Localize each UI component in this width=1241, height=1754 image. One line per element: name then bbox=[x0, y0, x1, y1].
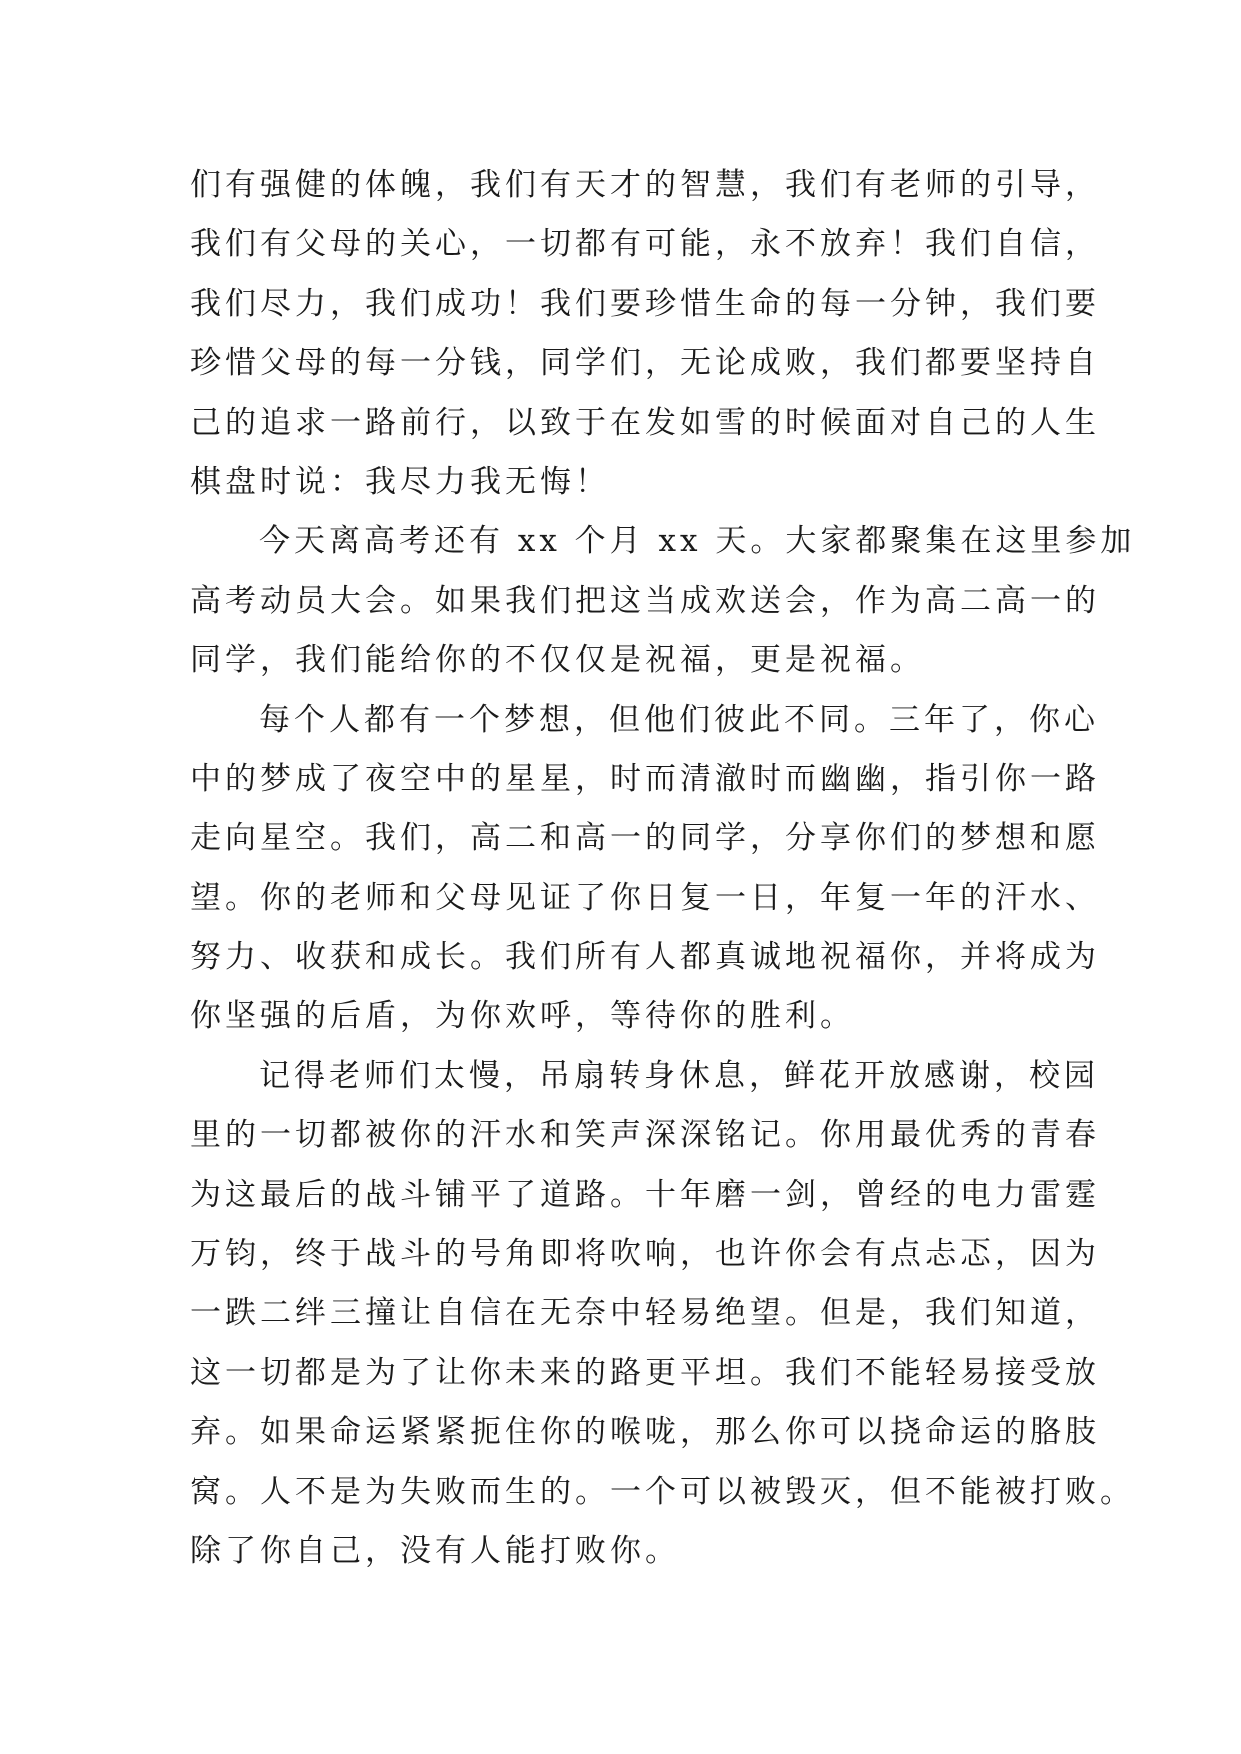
text-line: 为这最后的战斗铺平了道路。十年磨一剑，曾经的电力雷霆 bbox=[190, 1176, 1100, 1213]
text-line: 一跌二绊三撞让自信在无奈中轻易绝望。但是，我们知道， bbox=[190, 1295, 1100, 1332]
text-line: 同学，我们能给你的不仅仅是祝福，更是祝福。 bbox=[190, 642, 925, 679]
document-body bbox=[190, 156, 1136, 1581]
text-line: 除了你自己，没有人能打败你。 bbox=[190, 1532, 680, 1569]
text-line: 中的梦成了夜空中的星星，时而清澈时而幽幽，指引你一路 bbox=[190, 760, 1100, 797]
text-line: 万钧，终于战斗的号角即将吹响，也许你会有点忐忑，因为 bbox=[190, 1236, 1100, 1273]
paragraph-first-line: 每个人都有一个梦想，但他们彼此不同。三年了，你心 bbox=[259, 701, 1099, 738]
paragraph-first-line: 今天离高考还有 xx 个月 xx 天。大家都聚集在这里参加 bbox=[259, 523, 1136, 560]
text-line: 己的追求一路前行，以致于在发如雪的时候面对自己的人生 bbox=[190, 404, 1100, 441]
text-line: 你坚强的后盾，为你欢呼，等待你的胜利。 bbox=[190, 998, 855, 1035]
text-line: 我们尽力，我们成功！我们要珍惜生命的每一分钟，我们要 bbox=[190, 285, 1100, 322]
text-line: 努力、收获和成长。我们所有人都真诚地祝福你，并将成为 bbox=[190, 939, 1100, 976]
paragraph-first-line: 记得老师们太慢，吊扇转身休息，鲜花开放感谢，校园 bbox=[259, 1057, 1099, 1094]
text-line: 高考动员大会。如果我们把这当成欢送会，作为高二高一的 bbox=[190, 582, 1100, 619]
text-line: 走向星空。我们，高二和高一的同学，分享你们的梦想和愿 bbox=[190, 820, 1100, 857]
text-line: 们有强健的体魄，我们有天才的智慧，我们有老师的引导， bbox=[190, 167, 1100, 203]
text-line: 我们有父母的关心，一切都有可能，永不放弃！我们自信， bbox=[190, 226, 1100, 263]
text-line: 珍惜父母的每一分钱，同学们，无论成败，我们都要坚持自 bbox=[190, 345, 1100, 382]
text-line: 望。你的老师和父母见证了你日复一日，年复一年的汗水、 bbox=[190, 879, 1100, 916]
text-line: 弃。如果命运紧紧扼住你的喉咙，那么你可以挠命运的胳肢 bbox=[190, 1414, 1100, 1451]
text-line: 棋盘时说：我尽力我无悔！ bbox=[190, 463, 610, 500]
text-line: 这一切都是为了让你未来的路更平坦。我们不能轻易接受放 bbox=[190, 1354, 1100, 1391]
text-line: 里的一切都被你的汗水和笑声深深铭记。你用最优秀的青春 bbox=[190, 1117, 1100, 1154]
text-line: 窝。人不是为失败而生的。一个可以被毁灭，但不能被打败。 bbox=[190, 1473, 1135, 1510]
